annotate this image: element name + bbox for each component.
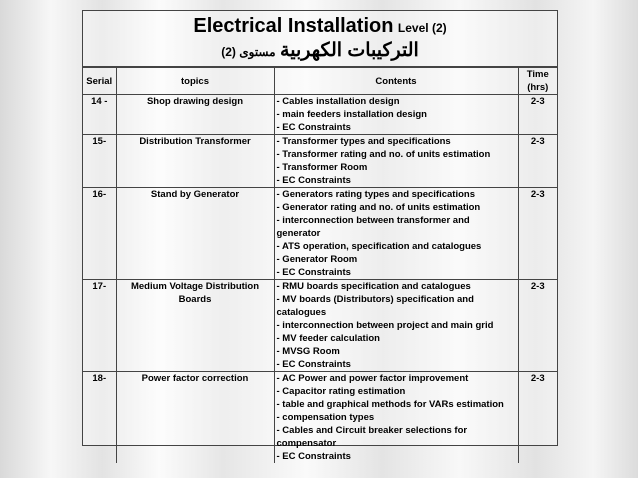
content-item: - EC Constraints: [276, 175, 351, 186]
row-time: 2-3: [518, 372, 557, 464]
content-item: - Generators rating types and specifications: [276, 189, 475, 200]
content-item: - EC Constraints: [276, 267, 351, 278]
content-item: - interconnection between project and main grid: [276, 320, 494, 331]
row-contents: [274, 135, 518, 188]
content-item: - MVSG Room: [276, 346, 340, 357]
title-english: [83, 11, 557, 39]
row-serial: 16-: [83, 188, 116, 280]
row-serial: 15-: [83, 135, 116, 188]
content-item: - ATS operation, specification and catalogues: [276, 241, 482, 252]
header-serial: Serial: [83, 68, 116, 95]
row-time: 2-3: [518, 95, 557, 135]
row-contents: [274, 280, 518, 372]
table-header-row: [83, 68, 557, 95]
row-serial: 18-: [83, 372, 116, 464]
content-item: - MV boards (Distributors) specification and catalogues: [276, 294, 474, 318]
content-item: - Capacitor rating estimation: [276, 386, 406, 397]
title-arabic-main: التركيبات الكهربية: [280, 40, 419, 61]
content-item: - RMU boards specification and catalogues: [276, 281, 471, 292]
row-contents: [274, 95, 518, 135]
content-item: - EC Constraints: [276, 122, 351, 133]
header-contents: Contents: [274, 68, 518, 95]
row-topic: Power factor correction: [116, 372, 274, 464]
content-item: - interconnection between transformer and generator: [276, 215, 470, 239]
content-item: - Transformer types and specifications: [276, 136, 451, 147]
table-row: [83, 135, 557, 188]
table-row: [83, 188, 557, 280]
content-item: - compensation types: [276, 412, 375, 423]
content-item: - Transformer rating and no. of units estimation: [276, 149, 491, 160]
row-time: 2-3: [518, 135, 557, 188]
title-arabic-level: مستوى (2): [221, 45, 276, 59]
row-topic: Stand by Generator: [116, 188, 274, 280]
header-time-label: Time: [526, 69, 549, 80]
row-contents: [274, 188, 518, 280]
header-time: [518, 68, 557, 95]
title-block: [83, 11, 557, 67]
title-level: Level (2): [397, 21, 447, 35]
header-time-unit: (hrs): [527, 82, 549, 93]
content-item: - Generator Room: [276, 254, 358, 265]
table-row: [83, 372, 557, 464]
row-time: 2-3: [518, 280, 557, 372]
course-outline-sheet: [82, 10, 558, 462]
content-item: - Generator rating and no. of units estimation: [276, 202, 481, 213]
content-item: - table and graphical methods for VARs estimation: [276, 399, 504, 410]
content-item: - EC Constraints: [276, 451, 351, 462]
row-topic: Distribution Transformer: [116, 135, 274, 188]
row-serial: 17-: [83, 280, 116, 372]
title-arabic: [83, 39, 557, 63]
content-item: - Transformer Room: [276, 162, 368, 173]
table-row: [83, 95, 557, 135]
row-contents: [274, 372, 518, 464]
content-item: - AC Power and power factor improvement: [276, 373, 469, 384]
content-item: - main feeders installation design: [276, 109, 427, 120]
header-topics: topics: [116, 68, 274, 95]
content-item: - Cables and Circuit breaker selections for compensator: [276, 425, 468, 449]
topics-table: [83, 67, 557, 463]
row-serial: 14 -: [83, 95, 116, 135]
content-item: - Cables installation design: [276, 96, 400, 107]
table-row: [83, 280, 557, 372]
content-item: - EC Constraints: [276, 359, 351, 370]
title-main: Electrical Installation: [193, 15, 394, 37]
row-time: 2-3: [518, 188, 557, 280]
content-item: - MV feeder calculation: [276, 333, 380, 344]
row-topic: Medium Voltage Distribution Boards: [116, 280, 274, 372]
row-topic: Shop drawing design: [116, 95, 274, 135]
